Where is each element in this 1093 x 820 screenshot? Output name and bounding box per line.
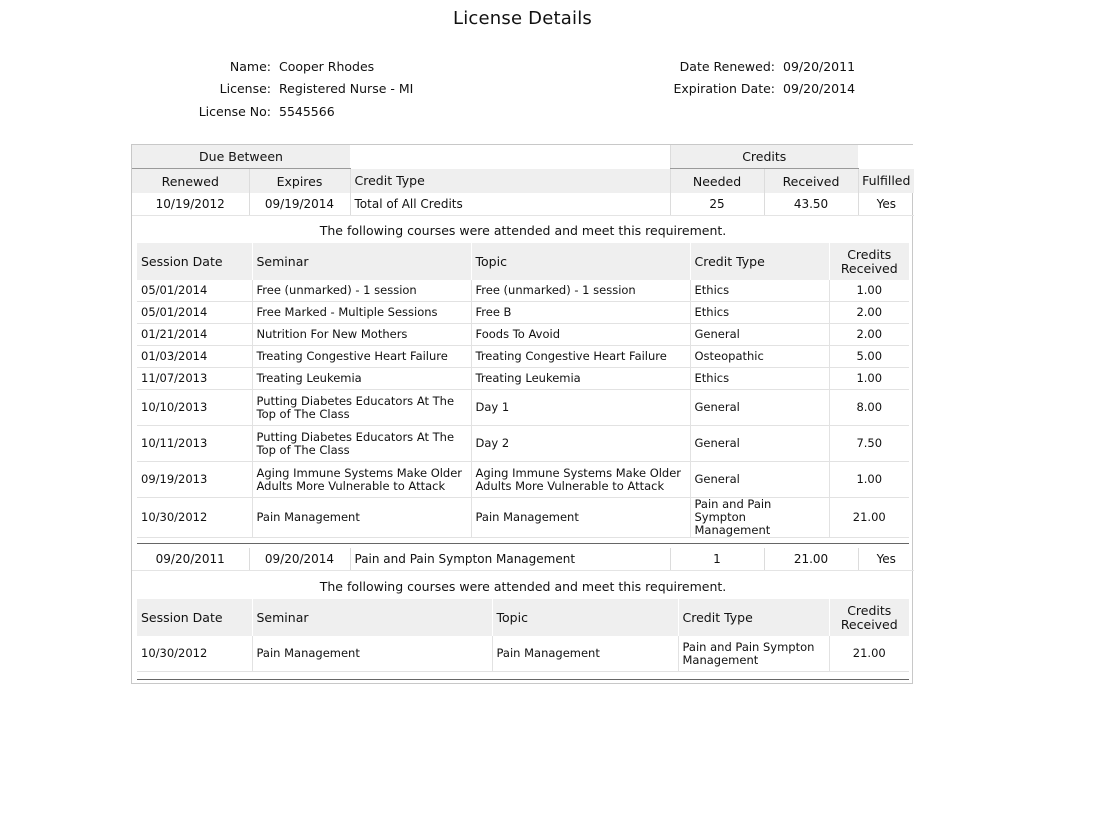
credits-received: 43.50	[764, 193, 858, 216]
courses-table	[137, 599, 909, 672]
seminar: Nutrition For New Mothers	[252, 324, 471, 346]
requirements-panel	[131, 144, 913, 684]
seminar: Free Marked - Multiple Sessions	[252, 302, 471, 324]
seminar: Pain Management	[252, 636, 492, 672]
credits: 2.00	[829, 324, 909, 346]
topic: Foods To Avoid	[471, 324, 690, 346]
credits: 21.00	[829, 636, 909, 672]
topic: Day 2	[471, 426, 690, 462]
expires-date: 09/20/2014	[249, 548, 350, 571]
topic: Free (unmarked) - 1 session	[471, 280, 690, 302]
credits-needed: 25	[670, 193, 764, 216]
name-label: Name:	[229, 58, 271, 74]
session-date: 01/03/2014	[137, 346, 252, 368]
due-between-header: Due Between	[132, 145, 350, 169]
seminar: Free (unmarked) - 1 session	[252, 280, 471, 302]
seminar: Treating Congestive Heart Failure	[252, 346, 471, 368]
credits-needed: 1	[670, 548, 764, 571]
credit-type: General	[690, 324, 829, 346]
license-type: Registered Nurse - MI	[279, 81, 414, 97]
section-divider	[137, 679, 909, 680]
seminar: Putting Diabetes Educators At The Top of The Class	[252, 426, 471, 462]
expires-date: 09/19/2014	[249, 193, 350, 216]
credits: 2.00	[829, 302, 909, 324]
courses-note: The following courses were attended and meet this requirement.	[319, 579, 727, 594]
license-label: License:	[219, 81, 271, 97]
table-row	[137, 368, 909, 390]
courses-note: The following courses were attended and meet this requirement.	[319, 223, 727, 238]
session-date: 10/11/2013	[137, 426, 252, 462]
seminar: Treating Leukemia	[252, 368, 471, 390]
table-row	[137, 302, 909, 324]
session-date: 01/21/2014	[137, 324, 252, 346]
requirement-credit-type: Total of All Credits	[350, 193, 670, 216]
table-row	[137, 426, 909, 462]
table-row	[137, 462, 909, 498]
session-date: 10/30/2012	[137, 636, 252, 672]
session-date: 05/01/2014	[137, 302, 252, 324]
credits: 1.00	[829, 462, 909, 498]
requirement-row	[132, 193, 914, 216]
table-row	[137, 498, 909, 538]
date-renewed-label: Date Renewed:	[679, 58, 775, 74]
requirement-row	[132, 548, 914, 571]
credit-type: General	[690, 426, 829, 462]
table-row	[137, 390, 909, 426]
fulfilled-status: Yes	[858, 193, 914, 216]
topic: Treating Congestive Heart Failure	[471, 346, 690, 368]
renewed-date: 09/20/2011	[132, 548, 249, 571]
credit-type: General	[690, 462, 829, 498]
section-divider	[137, 543, 909, 544]
needed-header: Needed	[670, 169, 764, 194]
renewed-header: Renewed	[132, 169, 249, 194]
credits-received-header: Credits Received	[829, 243, 909, 280]
expiration-date: 09/20/2014	[783, 81, 856, 97]
topic: Pain Management	[492, 636, 678, 672]
credit-type-header: Credit Type	[350, 169, 670, 194]
credits: 1.00	[829, 368, 909, 390]
topic-header: Topic	[471, 243, 690, 280]
credit-type: General	[690, 390, 829, 426]
seminar-header: Seminar	[252, 243, 471, 280]
renewed-date: 10/19/2012	[132, 193, 249, 216]
table-row	[137, 280, 909, 302]
table-row	[137, 346, 909, 368]
seminar: Putting Diabetes Educators At The Top of The Class	[252, 390, 471, 426]
requirement-table	[132, 145, 914, 216]
seminar: Aging Immune Systems Make Older Adults More Vulnerable to Attack	[252, 462, 471, 498]
requirement-credit-type: Pain and Pain Sympton Management	[350, 548, 670, 571]
credit-type: Osteopathic	[690, 346, 829, 368]
licensee-info-right	[640, 55, 855, 100]
requirement-table	[132, 548, 914, 571]
session-date-header: Session Date	[137, 599, 252, 636]
topic-header: Topic	[492, 599, 678, 636]
table-row	[137, 324, 909, 346]
credits-header: Credits	[670, 145, 858, 169]
session-date: 09/19/2013	[137, 462, 252, 498]
seminar-header: Seminar	[252, 599, 492, 636]
course-credit-type-header: Credit Type	[690, 243, 829, 280]
seminar: Pain Management	[252, 498, 471, 538]
date-renewed: 09/20/2011	[783, 58, 856, 74]
credits: 7.50	[829, 426, 909, 462]
session-date: 10/10/2013	[137, 390, 252, 426]
expiration-date-label: Expiration Date:	[673, 81, 775, 97]
credit-type: Pain and Pain Sympton Management	[678, 636, 829, 672]
credits: 21.00	[829, 498, 909, 538]
table-row	[137, 636, 909, 672]
credits: 5.00	[829, 346, 909, 368]
topic: Pain Management	[471, 498, 690, 538]
topic: Day 1	[471, 390, 690, 426]
fulfilled-status: Yes	[858, 548, 914, 571]
credits: 8.00	[829, 390, 909, 426]
expires-header: Expires	[249, 169, 350, 194]
licensee-info-left	[150, 55, 413, 123]
topic: Free B	[471, 302, 690, 324]
fulfilled-header: Fulfilled	[858, 169, 914, 194]
credits-received-header: Credits Received	[829, 599, 909, 636]
session-date-header: Session Date	[137, 243, 252, 280]
license-no-label: License No:	[198, 103, 271, 119]
session-date: 10/30/2012	[137, 498, 252, 538]
course-credit-type-header: Credit Type	[678, 599, 829, 636]
credit-type: Ethics	[690, 302, 829, 324]
topic: Aging Immune Systems Make Older Adults More Vulnerable to Attack	[471, 462, 690, 498]
credits-received: 21.00	[764, 548, 858, 571]
license-number: 5545566	[279, 103, 335, 119]
credit-type: Ethics	[690, 280, 829, 302]
credit-type: Pain and Pain Sympton Management	[690, 498, 829, 538]
licensee-name: Cooper Rhodes	[279, 58, 375, 74]
session-date: 05/01/2014	[137, 280, 252, 302]
credit-type: Ethics	[690, 368, 829, 390]
courses-table	[137, 243, 909, 538]
received-header: Received	[764, 169, 858, 194]
page-title: License Details	[453, 8, 592, 29]
session-date: 11/07/2013	[137, 368, 252, 390]
topic: Treating Leukemia	[471, 368, 690, 390]
credits: 1.00	[829, 280, 909, 302]
